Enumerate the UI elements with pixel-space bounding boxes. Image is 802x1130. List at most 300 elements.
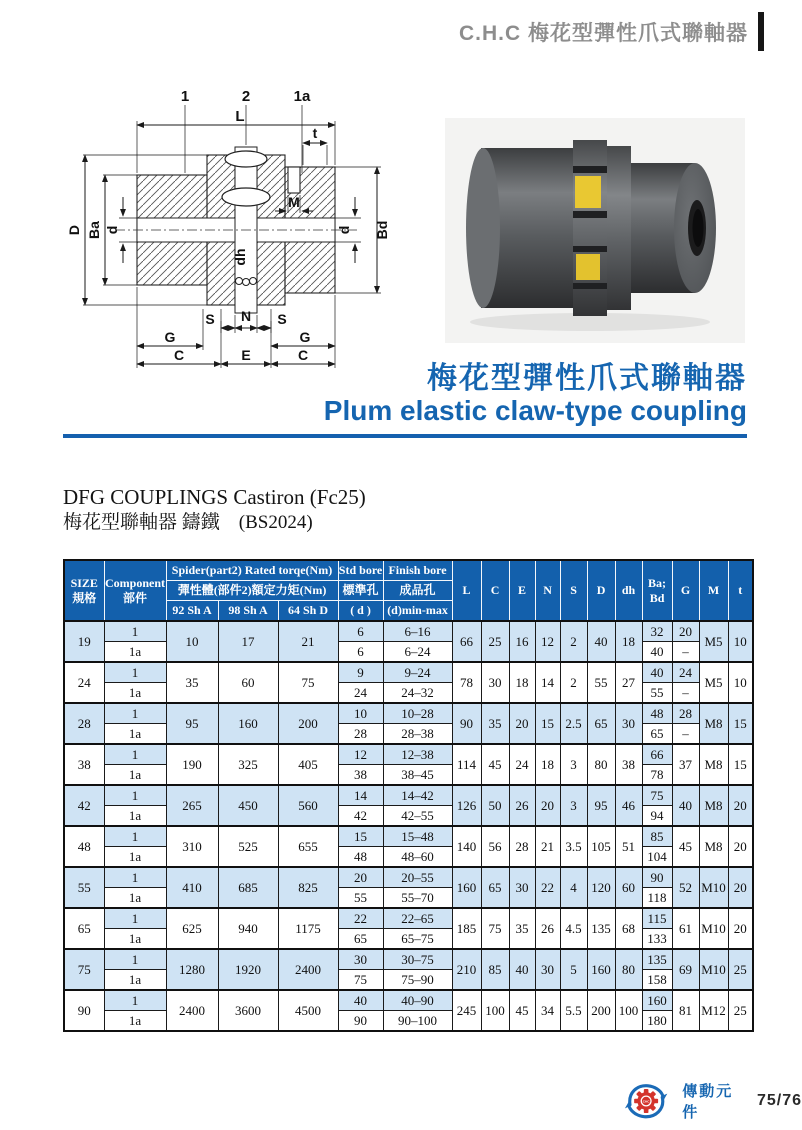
size-cell: 19 xyxy=(64,621,104,662)
dim-cell: 28 xyxy=(509,826,535,867)
dim-cell: 35 xyxy=(481,703,509,744)
dim-cell: 3 xyxy=(560,744,587,785)
size-cell: 75 xyxy=(64,949,104,990)
callout-2: 2 xyxy=(241,88,251,105)
g-cell: – xyxy=(672,683,699,704)
ba-bd-cell: 32 xyxy=(642,621,672,642)
dim-cell: 20 xyxy=(535,785,560,826)
dim-cell: 185 xyxy=(452,908,481,949)
torque-cell: 21 xyxy=(278,621,338,662)
finish-bore-cell: 12–38 xyxy=(383,744,452,765)
finish-bore-cell: 6–24 xyxy=(383,642,452,663)
g-cell: 69 xyxy=(672,949,699,990)
dim-cell: 66 xyxy=(452,621,481,662)
std-bore-cell: 40 xyxy=(338,990,383,1011)
running-head-bar xyxy=(758,12,764,51)
running-head-text xyxy=(459,17,748,47)
col-finish-bore: Finish bore xyxy=(383,560,452,581)
std-bore-cell: 55 xyxy=(338,888,383,909)
dim-S-right: S xyxy=(277,311,287,327)
component-cell: 1a xyxy=(104,765,166,786)
col-G: G xyxy=(672,560,699,621)
dim-cell: 78 xyxy=(452,662,481,703)
spider-insert-top xyxy=(575,176,601,208)
torque-cell: 17 xyxy=(218,621,278,662)
g-cell: – xyxy=(672,724,699,745)
torque-cell: 95 xyxy=(166,703,218,744)
dim-cell: 25 xyxy=(481,621,509,662)
g-cell: 37 xyxy=(672,744,699,785)
std-bore-cell: 6 xyxy=(338,642,383,663)
page-title-en: Plum elastic claw-type coupling xyxy=(323,395,747,426)
dim-cell: 126 xyxy=(452,785,481,826)
col-component: Component 部件 xyxy=(104,560,166,621)
gear-icon xyxy=(634,1089,658,1113)
dim-cell: 21 xyxy=(535,826,560,867)
spec-row xyxy=(64,867,753,888)
spec-row xyxy=(64,703,753,724)
size-cell: 42 xyxy=(64,785,104,826)
finish-bore-cell: 22–65 xyxy=(383,908,452,929)
component-cell: 1a xyxy=(104,806,166,827)
std-bore-cell: 9 xyxy=(338,662,383,683)
callout-1a: 1a xyxy=(293,88,311,105)
dim-cell: 5.5 xyxy=(560,990,587,1031)
ba-bd-cell: 180 xyxy=(642,1011,672,1032)
dim-cell: 160 xyxy=(452,867,481,908)
component-cell: 1a xyxy=(104,888,166,909)
finish-bore-cell: 6–16 xyxy=(383,621,452,642)
ba-bd-cell: 40 xyxy=(642,662,672,683)
ba-bd-cell: 135 xyxy=(642,949,672,970)
dim-cell: 80 xyxy=(587,744,615,785)
component-cell: 1 xyxy=(104,949,166,970)
std-bore-cell: 75 xyxy=(338,970,383,991)
series-name: DFG COUPLINGS Castiron (Fc25) xyxy=(63,485,366,509)
torque-cell: 4500 xyxy=(278,990,338,1031)
thread-cell: M10 xyxy=(699,949,728,990)
dim-C-left: C xyxy=(173,347,185,363)
size-cell: 55 xyxy=(64,867,104,908)
ba-bd-cell: 48 xyxy=(642,703,672,724)
std-bore-cell: 65 xyxy=(338,929,383,950)
std-bore-cell: 28 xyxy=(338,724,383,745)
std-bore-cell: 14 xyxy=(338,785,383,806)
thread-cell: M8 xyxy=(699,703,728,744)
std-bore-cell: 42 xyxy=(338,806,383,827)
dim-cell: 68 xyxy=(615,908,642,949)
dim-E: E xyxy=(241,347,251,363)
spec-row xyxy=(64,662,753,683)
thread-cell: M8 xyxy=(699,744,728,785)
col-N: N xyxy=(535,560,560,621)
torque-cell: 940 xyxy=(218,908,278,949)
component-cell: 1 xyxy=(104,826,166,847)
ba-bd-cell: 160 xyxy=(642,990,672,1011)
torque-cell: 450 xyxy=(218,785,278,826)
component-cell: 1a xyxy=(104,683,166,704)
torque-cell: 2400 xyxy=(166,990,218,1031)
logo-text: CHC xyxy=(642,1099,650,1104)
col-std-bore-sym: ( d ) xyxy=(338,601,383,622)
dim-cell: 40 xyxy=(587,621,615,662)
dim-Ba: Ba xyxy=(86,221,102,239)
thread-cell: M8 xyxy=(699,785,728,826)
dim-G-left: G xyxy=(164,329,176,345)
component-cell: 1 xyxy=(104,908,166,929)
component-cell: 1 xyxy=(104,785,166,806)
spec-row xyxy=(64,826,753,847)
size-cell: 48 xyxy=(64,826,104,867)
component-cell: 1a xyxy=(104,847,166,868)
dim-M: M xyxy=(288,194,300,210)
dim-cell: 3 xyxy=(560,785,587,826)
torque-cell: 310 xyxy=(166,826,218,867)
page-title-zh: 梅花型彈性爪式聯軸器 xyxy=(427,362,747,395)
torque-cell: 325 xyxy=(218,744,278,785)
ba-bd-cell: 66 xyxy=(642,744,672,765)
t-cell: 10 xyxy=(728,662,753,703)
thread-cell: M5 xyxy=(699,621,728,662)
dim-cell: 20 xyxy=(509,703,535,744)
dim-cell: 95 xyxy=(587,785,615,826)
dim-cell: 55 xyxy=(587,662,615,703)
ba-bd-cell: 104 xyxy=(642,847,672,868)
dim-cell: 15 xyxy=(535,703,560,744)
dim-cell: 51 xyxy=(615,826,642,867)
thread-cell: M5 xyxy=(699,662,728,703)
finish-bore-cell: 9–24 xyxy=(383,662,452,683)
g-cell: 52 xyxy=(672,867,699,908)
dim-d-left: d xyxy=(104,225,120,235)
callout-1: 1 xyxy=(180,88,190,105)
torque-cell: 2400 xyxy=(278,949,338,990)
dim-G-right: G xyxy=(299,329,311,345)
col-std-bore-zh: 標準孔 xyxy=(338,581,383,601)
finish-bore-cell: 20–55 xyxy=(383,867,452,888)
col-t: t xyxy=(728,560,753,621)
t-cell: 20 xyxy=(728,826,753,867)
dim-t: t xyxy=(312,125,318,141)
dim-cell: 75 xyxy=(481,908,509,949)
torque-cell: 405 xyxy=(278,744,338,785)
col-hardness: 64 Sh D xyxy=(278,601,338,622)
col-finish-bore-zh: 成品孔 xyxy=(383,581,452,601)
component-cell: 1a xyxy=(104,970,166,991)
std-bore-cell: 15 xyxy=(338,826,383,847)
torque-cell: 685 xyxy=(218,867,278,908)
std-bore-cell: 12 xyxy=(338,744,383,765)
dim-cell: 100 xyxy=(481,990,509,1031)
std-bore-cell: 10 xyxy=(338,703,383,724)
dim-cell: 4 xyxy=(560,867,587,908)
g-cell: 20 xyxy=(672,621,699,642)
g-cell: 61 xyxy=(672,908,699,949)
ba-bd-cell: 40 xyxy=(642,642,672,663)
dim-cell: 18 xyxy=(535,744,560,785)
dim-cell: 3.5 xyxy=(560,826,587,867)
dim-cell: 24 xyxy=(509,744,535,785)
dim-cell: 30 xyxy=(481,662,509,703)
thread-cell: M10 xyxy=(699,908,728,949)
dim-cell: 65 xyxy=(481,867,509,908)
ba-bd-cell: 133 xyxy=(642,929,672,950)
dim-cell: 22 xyxy=(535,867,560,908)
torque-cell: 160 xyxy=(218,703,278,744)
brand-text: C.H.C xyxy=(458,21,522,45)
component-cell: 1 xyxy=(104,867,166,888)
dim-cell: 90 xyxy=(452,703,481,744)
ba-bd-cell: 75 xyxy=(642,785,672,806)
dim-cell: 120 xyxy=(587,867,615,908)
hero-title-block xyxy=(324,362,747,427)
component-cell: 1a xyxy=(104,929,166,950)
dim-cell: 16 xyxy=(509,621,535,662)
finish-bore-cell: 90–100 xyxy=(383,1011,452,1032)
dim-cell: 4.5 xyxy=(560,908,587,949)
dim-dh: dh xyxy=(232,248,248,266)
finish-bore-cell: 24–32 xyxy=(383,683,452,704)
ba-bd-cell: 158 xyxy=(642,970,672,991)
dim-Bd: Bd xyxy=(374,220,390,240)
finish-bore-cell: 14–42 xyxy=(383,785,452,806)
finish-bore-cell: 40–90 xyxy=(383,990,452,1011)
dim-cell: 65 xyxy=(587,703,615,744)
col-BaBd: Ba; Bd xyxy=(642,560,672,621)
dim-cell: 2.5 xyxy=(560,703,587,744)
spec-row xyxy=(64,949,753,970)
spec-row xyxy=(64,785,753,806)
dim-cell: 140 xyxy=(452,826,481,867)
thread-cell: M12 xyxy=(699,990,728,1031)
finish-bore-cell: 30–75 xyxy=(383,949,452,970)
col-size: SIZE 規格 xyxy=(64,560,104,621)
torque-cell: 75 xyxy=(278,662,338,703)
col-D: D xyxy=(587,560,615,621)
component-cell: 1 xyxy=(104,662,166,683)
dim-cell: 200 xyxy=(587,990,615,1031)
g-cell: 40 xyxy=(672,785,699,826)
dim-L: L xyxy=(235,108,245,125)
component-cell: 1a xyxy=(104,724,166,745)
size-cell: 90 xyxy=(64,990,104,1031)
dim-cell: 14 xyxy=(535,662,560,703)
std-bore-cell: 38 xyxy=(338,765,383,786)
dim-N: N xyxy=(240,308,252,324)
t-cell: 25 xyxy=(728,990,753,1031)
std-bore-cell: 6 xyxy=(338,621,383,642)
set-screw xyxy=(288,167,300,193)
series-intro xyxy=(63,485,366,536)
t-cell: 20 xyxy=(728,785,753,826)
t-cell: 20 xyxy=(728,908,753,949)
std-bore-cell: 24 xyxy=(338,683,383,704)
g-cell: 28 xyxy=(672,703,699,724)
dim-cell: 26 xyxy=(509,785,535,826)
g-cell: 24 xyxy=(672,662,699,683)
std-bore-cell: 90 xyxy=(338,1011,383,1032)
dim-cell: 50 xyxy=(481,785,509,826)
torque-cell: 35 xyxy=(166,662,218,703)
product-photo xyxy=(445,118,745,343)
dim-cell: 34 xyxy=(535,990,560,1031)
torque-cell: 1280 xyxy=(166,949,218,990)
finish-bore-cell: 75–90 xyxy=(383,970,452,991)
torque-cell: 60 xyxy=(218,662,278,703)
spec-row xyxy=(64,990,753,1011)
col-C: C xyxy=(481,560,509,621)
dim-cell: 35 xyxy=(509,908,535,949)
dim-cell: 210 xyxy=(452,949,481,990)
dim-S-left: S xyxy=(205,311,215,327)
dim-cell: 18 xyxy=(509,662,535,703)
ba-bd-cell: 78 xyxy=(642,765,672,786)
dim-cell: 5 xyxy=(560,949,587,990)
dim-cell: 12 xyxy=(535,621,560,662)
dim-cell: 160 xyxy=(587,949,615,990)
g-cell: 81 xyxy=(672,990,699,1031)
dim-cell: 2 xyxy=(560,621,587,662)
t-cell: 25 xyxy=(728,949,753,990)
finish-bore-cell: 15–48 xyxy=(383,826,452,847)
dim-cell: 27 xyxy=(615,662,642,703)
title-underline xyxy=(63,434,747,438)
std-bore-cell: 48 xyxy=(338,847,383,868)
dim-cell: 46 xyxy=(615,785,642,826)
g-cell: 45 xyxy=(672,826,699,867)
dim-cell: 40 xyxy=(509,949,535,990)
dim-cell: 80 xyxy=(615,949,642,990)
col-spider-zh: 彈性體(部件2)額定力矩(Nm) xyxy=(166,581,338,601)
dim-cell: 105 xyxy=(587,826,615,867)
thread-cell: M8 xyxy=(699,826,728,867)
torque-cell: 10 xyxy=(166,621,218,662)
series-name-zh: 梅花型聯軸器 鑄鐵 (BS2024) xyxy=(63,512,313,534)
dim-cell: 100 xyxy=(615,990,642,1031)
footer xyxy=(624,1080,802,1122)
col-hardness: 98 Sh A xyxy=(218,601,278,622)
ba-bd-cell: 90 xyxy=(642,867,672,888)
col-L: L xyxy=(452,560,481,621)
size-cell: 38 xyxy=(64,744,104,785)
dim-cell: 135 xyxy=(587,908,615,949)
torque-cell: 410 xyxy=(166,867,218,908)
t-cell: 15 xyxy=(728,703,753,744)
dim-cell: 30 xyxy=(509,867,535,908)
ba-bd-cell: 55 xyxy=(642,683,672,704)
dim-cell: 56 xyxy=(481,826,509,867)
ba-bd-cell: 115 xyxy=(642,908,672,929)
running-head xyxy=(459,12,764,51)
brand-logo-icon xyxy=(624,1080,668,1122)
col-E: E xyxy=(509,560,535,621)
dim-cell: 245 xyxy=(452,990,481,1031)
dim-C-right: C xyxy=(297,347,309,363)
finish-bore-cell: 65–75 xyxy=(383,929,452,950)
col-hardness: 92 Sh A xyxy=(166,601,218,622)
component-cell: 1 xyxy=(104,703,166,724)
torque-cell: 3600 xyxy=(218,990,278,1031)
col-M: M xyxy=(699,560,728,621)
dim-cell: 45 xyxy=(481,744,509,785)
ba-bd-cell: 118 xyxy=(642,888,672,909)
torque-cell: 1175 xyxy=(278,908,338,949)
finish-bore-cell: 55–70 xyxy=(383,888,452,909)
dim-cell: 114 xyxy=(452,744,481,785)
col-std-bore: Std bore xyxy=(338,560,383,581)
dim-cell: 38 xyxy=(615,744,642,785)
ba-bd-cell: 65 xyxy=(642,724,672,745)
spec-table-container xyxy=(63,559,754,1032)
t-cell: 20 xyxy=(728,867,753,908)
size-cell: 24 xyxy=(64,662,104,703)
dim-cell: 26 xyxy=(535,908,560,949)
torque-cell: 825 xyxy=(278,867,338,908)
finish-bore-cell: 10–28 xyxy=(383,703,452,724)
component-cell: 1 xyxy=(104,990,166,1011)
technical-drawing xyxy=(55,85,435,375)
finish-bore-cell: 42–55 xyxy=(383,806,452,827)
torque-cell: 265 xyxy=(166,785,218,826)
col-dh: dh xyxy=(615,560,642,621)
coupling-photo xyxy=(466,140,716,316)
size-cell: 28 xyxy=(64,703,104,744)
finish-bore-cell: 28–38 xyxy=(383,724,452,745)
size-cell: 65 xyxy=(64,908,104,949)
dim-cell: 30 xyxy=(535,949,560,990)
thread-cell: M10 xyxy=(699,867,728,908)
dim-cell: 18 xyxy=(615,621,642,662)
dim-cell: 60 xyxy=(615,867,642,908)
dim-d-right: d xyxy=(336,225,352,235)
dim-cell: 85 xyxy=(481,949,509,990)
component-cell: 1a xyxy=(104,1011,166,1032)
spec-table xyxy=(63,559,754,1032)
std-bore-cell: 20 xyxy=(338,867,383,888)
torque-cell: 560 xyxy=(278,785,338,826)
spider-insert-bottom xyxy=(576,254,600,280)
spec-row xyxy=(64,744,753,765)
t-cell: 15 xyxy=(728,744,753,785)
finish-bore-cell: 38–45 xyxy=(383,765,452,786)
dim-cell: 2 xyxy=(560,662,587,703)
finish-bore-cell: 48–60 xyxy=(383,847,452,868)
footer-page-number: 75/76 xyxy=(756,1092,802,1109)
g-cell: – xyxy=(672,642,699,663)
running-head-title: 梅花型彈性爪式聯軸器 xyxy=(528,21,748,45)
dim-cell: 30 xyxy=(615,703,642,744)
component-cell: 1 xyxy=(104,744,166,765)
dim-D: D xyxy=(66,224,82,236)
ba-bd-cell: 94 xyxy=(642,806,672,827)
t-cell: 10 xyxy=(728,621,753,662)
torque-cell: 525 xyxy=(218,826,278,867)
dim-cell: 45 xyxy=(509,990,535,1031)
col-finish-bore-range: (d)min-max xyxy=(383,601,452,622)
footer-series-label: 傳動元件 xyxy=(682,1083,734,1121)
component-cell: 1 xyxy=(104,621,166,642)
col-S: S xyxy=(560,560,587,621)
col-spider-en: Spider(part2) Rated torqe(Nm) xyxy=(166,560,338,581)
spec-row xyxy=(64,908,753,929)
std-bore-cell: 30 xyxy=(338,949,383,970)
torque-cell: 655 xyxy=(278,826,338,867)
torque-cell: 200 xyxy=(278,703,338,744)
torque-cell: 625 xyxy=(166,908,218,949)
spec-row xyxy=(64,621,753,642)
component-cell: 1a xyxy=(104,642,166,663)
torque-cell: 1920 xyxy=(218,949,278,990)
